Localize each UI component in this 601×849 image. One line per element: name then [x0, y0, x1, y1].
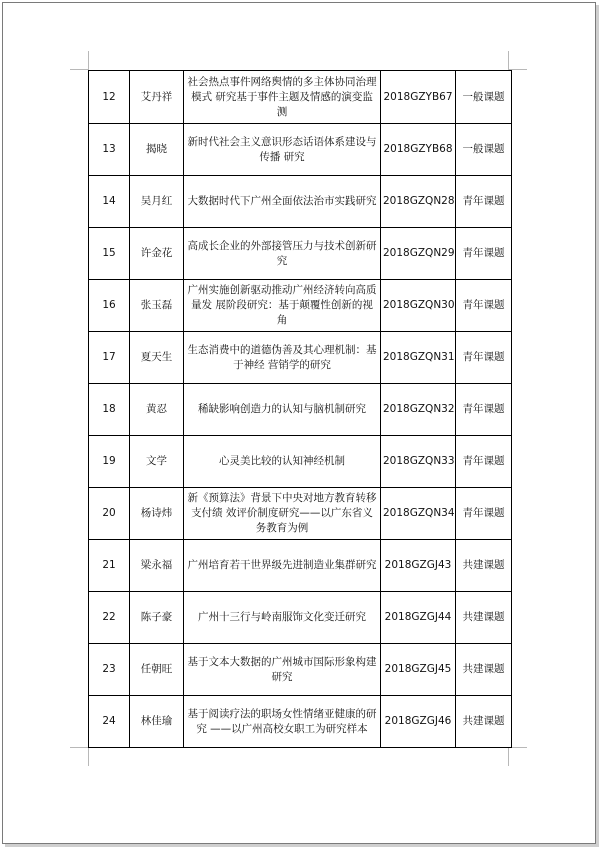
table-row	[89, 436, 512, 488]
project-type: 共建课题	[456, 644, 512, 696]
project-code: 2018GZQN29	[381, 228, 456, 280]
project-type: 青年课题	[456, 176, 512, 228]
project-title: 基于阅读疗法的职场女性情绪亚健康的研究 ——以广州高校女职工为研究样本	[184, 696, 381, 748]
project-title: 生态消费中的道德伪善及其心理机制：基于神经 营销学的研究	[184, 332, 381, 384]
project-code: 2018GZQN32	[381, 384, 456, 436]
project-code: 2018GZQN34	[381, 488, 456, 540]
applicant-name: 杨诗炜	[130, 488, 184, 540]
project-type: 青年课题	[456, 384, 512, 436]
applicant-name: 任朝旺	[130, 644, 184, 696]
crop-mark-bottom-left	[70, 747, 89, 766]
table-row	[89, 592, 512, 644]
project-title: 社会热点事件网络舆情的多主体协同治理模式 研究基于事件主题及情感的演变监测	[184, 71, 381, 124]
table-row	[89, 228, 512, 280]
crop-mark-top-right	[508, 51, 527, 70]
project-title: 基于文本大数据的广州城市国际形象构建研究	[184, 644, 381, 696]
row-number: 24	[89, 696, 130, 748]
applicant-name: 林佳瑜	[130, 696, 184, 748]
applicant-name: 揭晓	[130, 124, 184, 176]
row-number: 12	[89, 71, 130, 124]
row-number: 17	[89, 332, 130, 384]
row-number: 20	[89, 488, 130, 540]
table-row	[89, 176, 512, 228]
project-title: 广州实施创新驱动推动广州经济转向高质量发 展阶段研究：基于颠覆性创新的视角	[184, 280, 381, 332]
project-title: 高成长企业的外部接管压力与技术创新研究	[184, 228, 381, 280]
row-number: 15	[89, 228, 130, 280]
row-number: 23	[89, 644, 130, 696]
row-number: 21	[89, 540, 130, 592]
applicant-name: 许金花	[130, 228, 184, 280]
project-title: 新《预算法》背景下中央对地方教育转移支付绩 效评价制度研究——以广东省义务教育为例	[184, 488, 381, 540]
project-table	[88, 70, 512, 748]
project-code: 2018GZQN28	[381, 176, 456, 228]
table-row	[89, 488, 512, 540]
project-title: 广州培育若干世界级先进制造业集群研究	[184, 540, 381, 592]
project-code: 2018GZGJ45	[381, 644, 456, 696]
applicant-name: 艾丹祥	[130, 71, 184, 124]
applicant-name: 陈子豪	[130, 592, 184, 644]
project-title: 大数据时代下广州全面依法治市实践研究	[184, 176, 381, 228]
applicant-name: 吴月红	[130, 176, 184, 228]
crop-mark-bottom-right	[508, 747, 527, 766]
project-code: 2018GZYB68	[381, 124, 456, 176]
table-row	[89, 280, 512, 332]
row-number: 19	[89, 436, 130, 488]
project-code: 2018GZQN33	[381, 436, 456, 488]
project-code: 2018GZQN31	[381, 332, 456, 384]
project-type: 一般课题	[456, 71, 512, 124]
table-row	[89, 540, 512, 592]
applicant-name: 文学	[130, 436, 184, 488]
crop-mark-top-left	[70, 51, 89, 70]
row-number: 16	[89, 280, 130, 332]
row-number: 14	[89, 176, 130, 228]
applicant-name: 黄忍	[130, 384, 184, 436]
project-code: 2018GZGJ46	[381, 696, 456, 748]
row-number: 18	[89, 384, 130, 436]
row-number: 22	[89, 592, 130, 644]
project-type: 青年课题	[456, 332, 512, 384]
applicant-name: 梁永福	[130, 540, 184, 592]
table-row	[89, 696, 512, 748]
row-number: 13	[89, 124, 130, 176]
project-title: 新时代社会主义意识形态话语体系建设与传播 研究	[184, 124, 381, 176]
project-title: 稀缺影响创造力的认知与脑机制研究	[184, 384, 381, 436]
project-code: 2018GZGJ43	[381, 540, 456, 592]
project-type: 青年课题	[456, 280, 512, 332]
project-type: 青年课题	[456, 488, 512, 540]
table-row	[89, 332, 512, 384]
table-row	[89, 644, 512, 696]
project-type: 共建课题	[456, 540, 512, 592]
table-row	[89, 124, 512, 176]
project-type: 青年课题	[456, 228, 512, 280]
project-title: 广州十三行与岭南服饰文化变迁研究	[184, 592, 381, 644]
project-title: 心灵美比较的认知神经机制	[184, 436, 381, 488]
applicant-name: 张玉磊	[130, 280, 184, 332]
project-type: 共建课题	[456, 696, 512, 748]
project-type: 青年课题	[456, 436, 512, 488]
project-code: 2018GZYB67	[381, 71, 456, 124]
table-row	[89, 71, 512, 124]
project-type: 一般课题	[456, 124, 512, 176]
project-code: 2018GZGJ44	[381, 592, 456, 644]
project-code: 2018GZQN30	[381, 280, 456, 332]
table-row	[89, 384, 512, 436]
applicant-name: 夏天生	[130, 332, 184, 384]
project-type: 共建课题	[456, 592, 512, 644]
